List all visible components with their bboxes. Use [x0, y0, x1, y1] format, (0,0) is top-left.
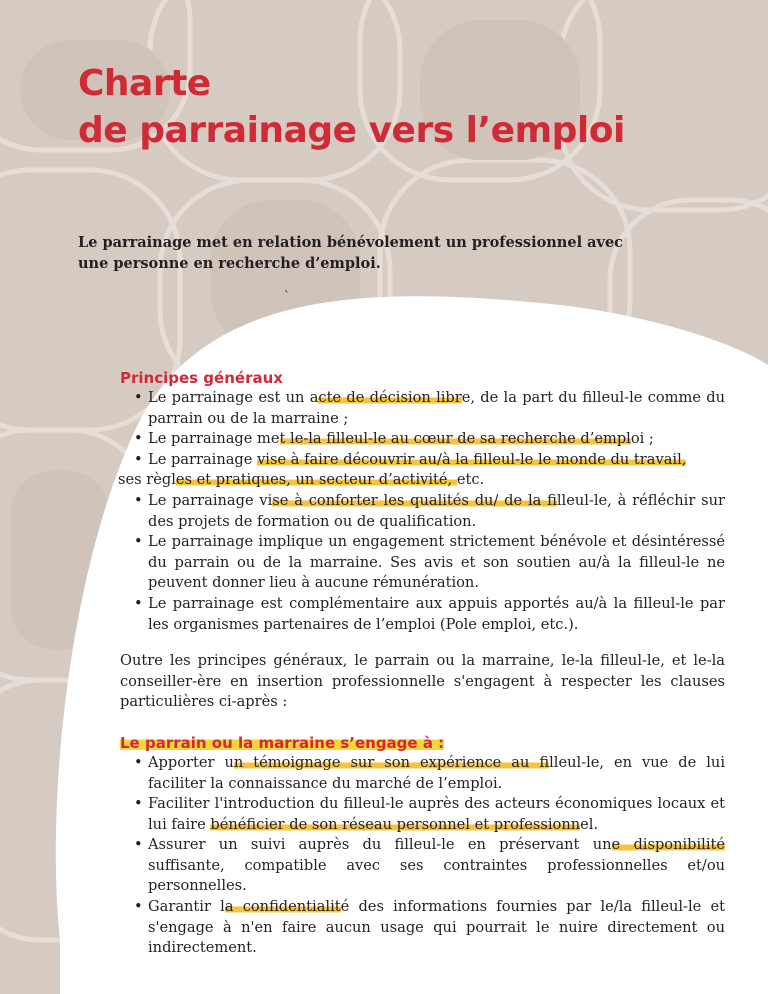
- list-item: • Garantir la confidentialité des informations fournies par le/la filleul-le et s'engage à n'en faire aucun usage qui pourrait le nuire directement ou indirectement.: [134, 898, 725, 957]
- list-item: • Le parrainage est un acte de décision libre, de la part du filleul-le comme du parrain ou de la marraine ;: [134, 389, 725, 427]
- list-item: • Le parrainage implique un engagement strictement bénévole et désintéressé du parrain ou de la marraine. Ses avis et son soutien au/à la filleul-le ne peuvent donner lieu à aucune rémunération.: [134, 533, 725, 592]
- page-title-line-2: de parrainage vers l’emploi: [78, 110, 625, 151]
- list-item: • Faciliter l'introduction du filleul-le auprès des acteurs économiques locaux et lui faire bénéficier de son réseau personnel et professionnel.: [134, 795, 725, 833]
- list-item: • Assurer un suivi auprès du filleul-le en préservant une disponibilité suffisante, compatible avec ses contraintes professionnelles et/ou personnelles.: [134, 836, 725, 895]
- list-item: • Le parrainage vise à faire découvrir au/à la filleul-le le monde du travail,: [134, 450, 687, 468]
- intro-paragraph: Outre les principes généraux, le parrain ou la marraine, le-la filleul-le, et le-la conseiller-ère en insertion professionnelle s'engagent à respecter les clauses particulières ci-après :: [120, 652, 725, 711]
- section-heading-principes: Principes généraux: [120, 369, 283, 387]
- principes-list: [120, 388, 725, 635]
- content-area: [120, 368, 725, 959]
- list-item: • Le parrainage vise à conforter les qualités du/ de la filleul-le, à réfléchir sur des projets de formation ou de qualification.: [134, 491, 725, 530]
- engagement-list: [120, 753, 725, 959]
- list-item: • Le parrainage est complémentaire aux appuis apportés au/à la filleul-le par les organismes partenaires de l’emploi (Pole emploi, etc.).: [134, 594, 725, 633]
- engagement-section: [120, 733, 725, 959]
- stray-mark: `: [284, 289, 290, 303]
- list-item: • Le parrainage met le-la filleul-le au cœur de sa recherche d’emploi ;: [134, 430, 654, 448]
- list-item: • Apporter un témoignage sur son expérience au filleul-le, en vue de lui faciliter la connaissance du marché de l’emploi.: [134, 753, 725, 792]
- list-item-continuation: ses règles et pratiques, un secteur d’activité, etc.: [118, 471, 485, 489]
- section-heading-engagement: Le parrain ou la marraine s’engage à :: [120, 733, 445, 752]
- page-title-line-1: Charte: [78, 63, 211, 104]
- intro-text: Le parrainage met en relation bénévolement un professionnel avec une personne en recherche d’emploi.: [78, 234, 624, 272]
